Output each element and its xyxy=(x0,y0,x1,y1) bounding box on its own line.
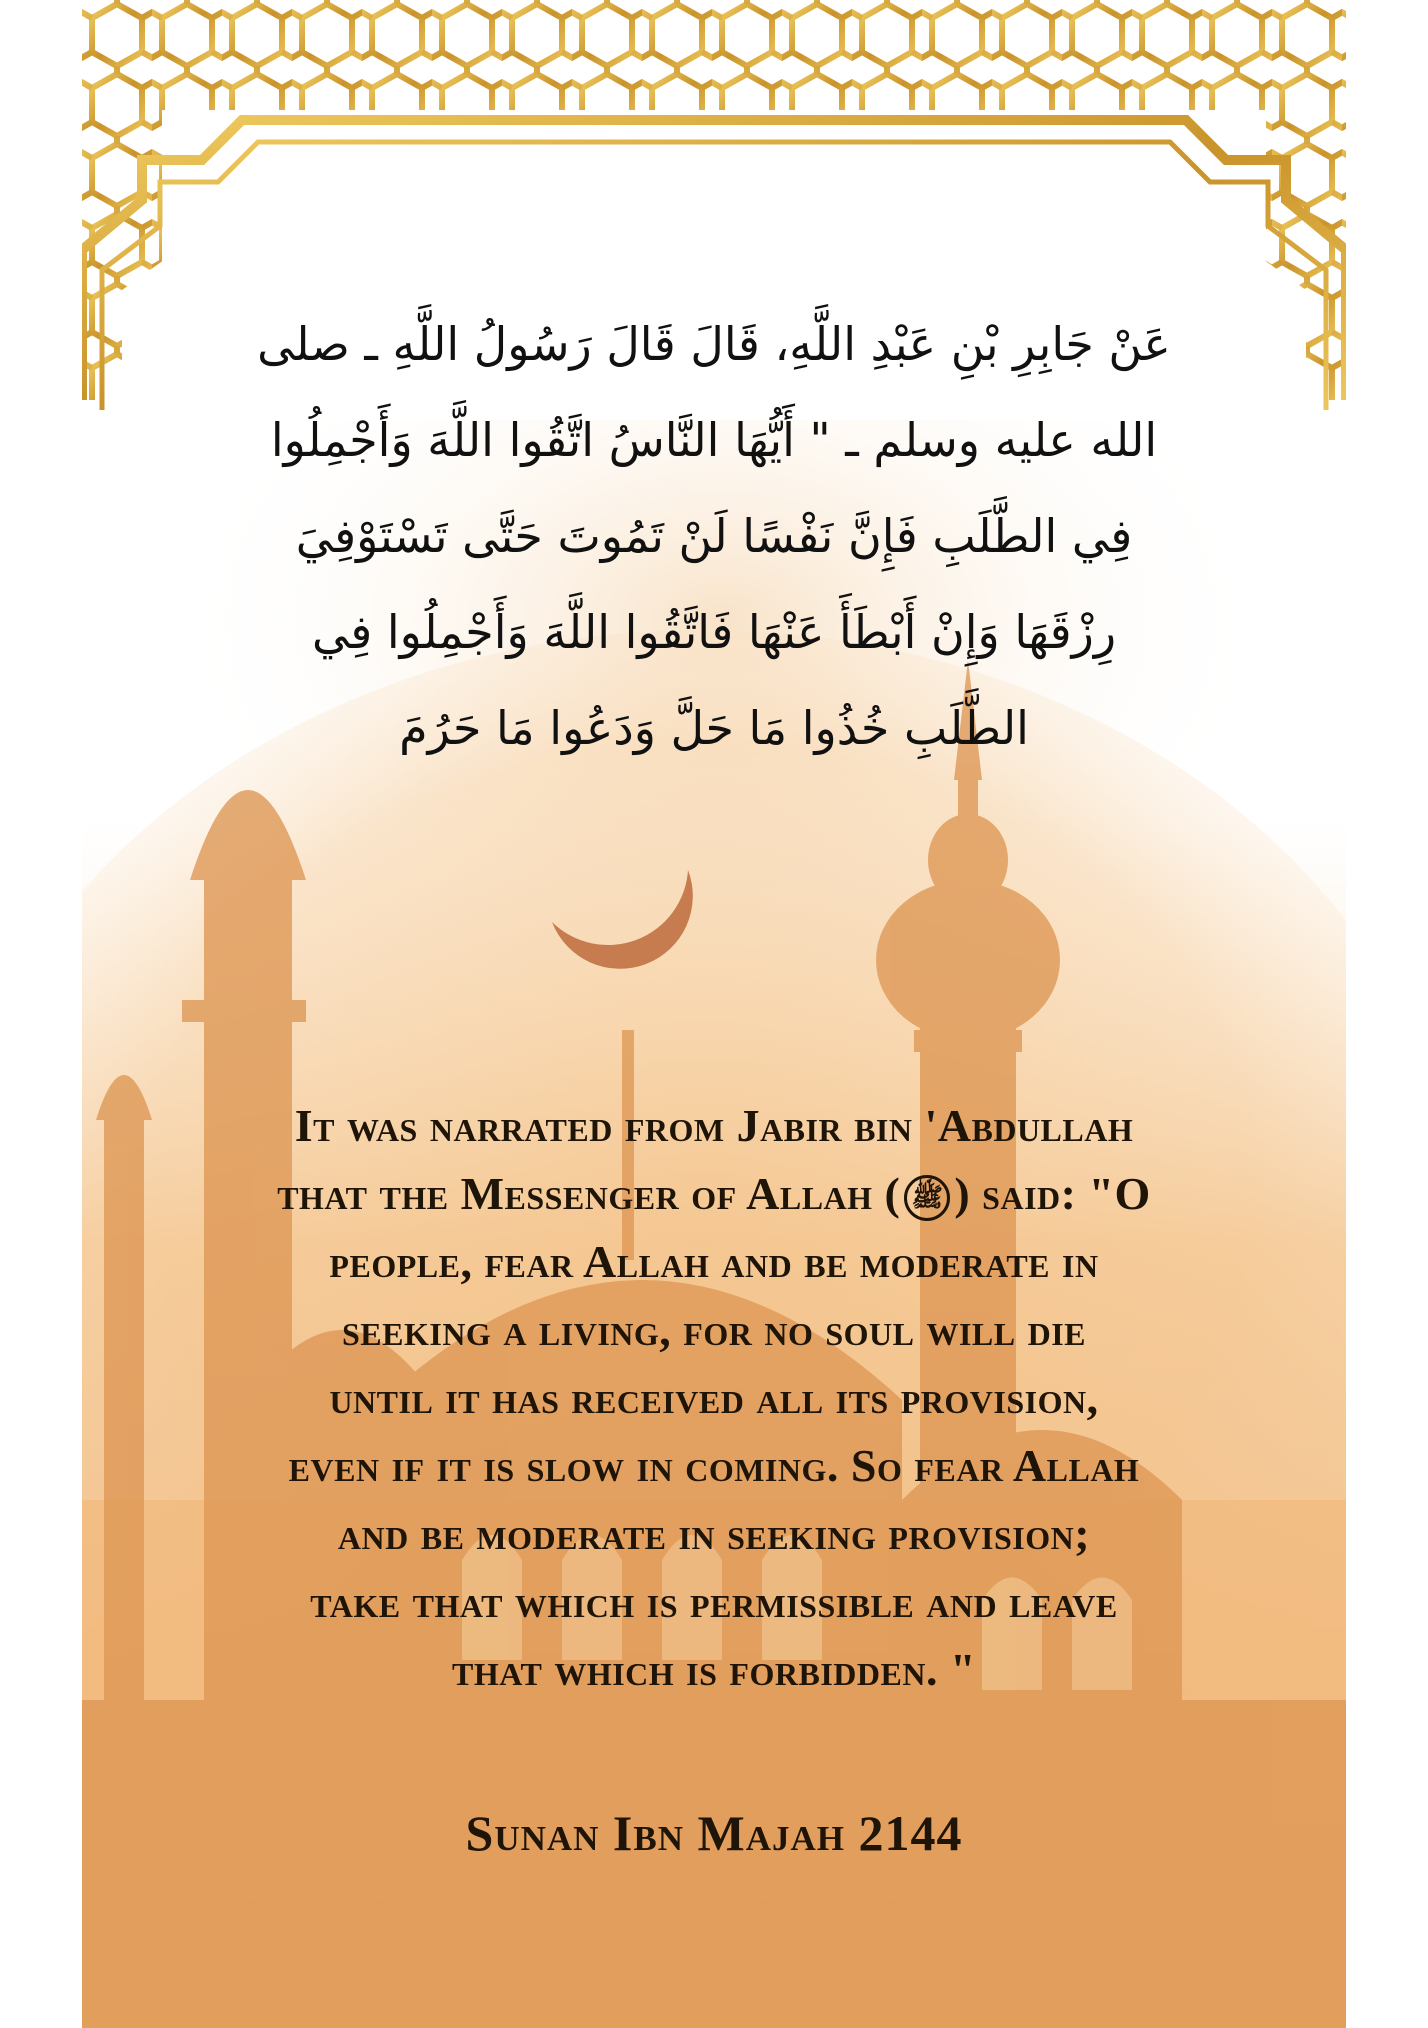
translation-line-9: that which is forbidden. " xyxy=(452,1644,976,1695)
translation-line-8: take that which is permissible and leave xyxy=(310,1576,1118,1627)
english-translation xyxy=(102,1092,1326,1704)
arabic-line-5: الطَّلَبِ خُذُوا مَا حَلَّ وَدَعُوا مَا حَرُمَ xyxy=(399,701,1029,755)
translation-line-1: It was narrated from Jabir bin 'Abdullah xyxy=(294,1100,1134,1151)
translation-line-6: even if it is slow in coming. So fear Allah xyxy=(288,1440,1140,1491)
translation-line-2-before: that the Messenger of Allah ( xyxy=(277,1168,901,1219)
arabic-line-4: رِزْقَهَا وَإِنْ أَبْطَأَ عَنْهَا فَاتَّقُوا اللَّهَ وَأَجْمِلُوا فِي xyxy=(311,605,1117,659)
arabic-line-3: فِي الطَّلَبِ فَإِنَّ نَفْسًا لَنْ تَمُوتَ حَتَّى تَسْتَوْفِيَ xyxy=(295,509,1133,563)
hadith-poster xyxy=(82,0,1346,2028)
translation-line-5: until it has received all its provision, xyxy=(329,1372,1099,1423)
translation-line-2-after: ) said: "O xyxy=(954,1168,1151,1219)
arabic-line-2: الله عليه وسلم ـ " أَيُّهَا النَّاسُ اتَّقُوا اللَّهَ وَأَجْمِلُوا xyxy=(270,413,1158,467)
translation-line-2 xyxy=(102,1160,1326,1228)
translation-line-7: and be moderate in seeking provision; xyxy=(337,1508,1091,1559)
source-reference: Sunan Ibn Majah 2144 xyxy=(465,1805,963,1861)
translation-line-4: seeking a living, for no soul will die xyxy=(341,1304,1087,1355)
translation-line-3: people, fear Allah and be moderate in xyxy=(329,1236,1099,1287)
arabic-line-1: عَنْ جَابِرِ بْنِ عَبْدِ اللَّهِ، قَالَ قَالَ رَسُولُ اللَّهِ ـ صلى xyxy=(257,317,1171,371)
salawat-icon: ﷺ xyxy=(904,1175,950,1221)
arabic-hadith-text xyxy=(232,296,1196,776)
